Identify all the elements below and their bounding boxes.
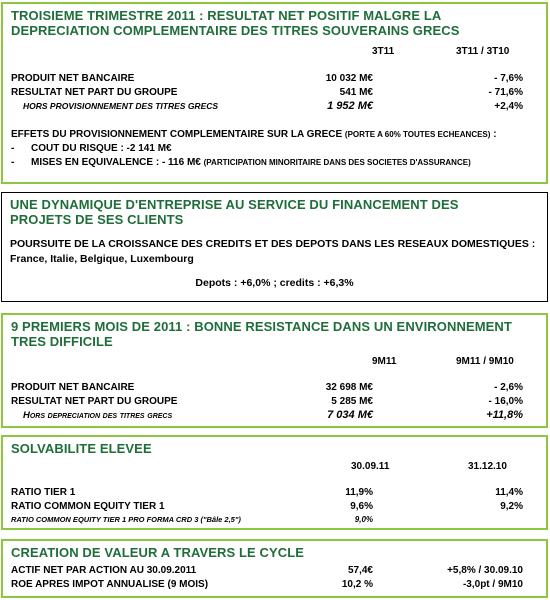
q3-header-row (11, 45, 538, 58)
q3-col2-header: 3T11 / 3T10 (456, 46, 510, 57)
table-row: RESULTAT NET PART DU GROUPE 541 M€ - 71,6% (11, 87, 523, 98)
val-title: CREATION DE VALEUR A TRAVERS LE CYCLE (11, 545, 305, 560)
q3-title (3, 4, 546, 38)
q3-title-line2: DEPRECIATION COMPLEMENTAIRE DES TITRES SOUVERAINS GRECS (11, 23, 460, 38)
dynamics-box (1, 192, 548, 302)
table-row: PRODUIT NET BANCAIRE 32 698 M€ - 2,6% (11, 382, 523, 393)
table-row: ACTIF NET PAR ACTION AU 30.09.2011 57,4€ +5,8% / 30.09.10 (11, 565, 523, 576)
q3-results-box (1, 2, 548, 184)
value-creation-box (1, 539, 548, 598)
solv-title: SOLVABILITE ELEVEE (11, 441, 152, 456)
nine-title: 9 PREMIERS MOIS DE 2011 : BONNE RESISTANCE DANS UN ENVIRONNEMENT TRES DIFFICILE (11, 319, 512, 349)
nine-months-box (1, 313, 548, 428)
table-row: Hors depreciation des titres grecs 7 034 M€ +11,8% (23, 409, 523, 421)
table-row: RESULTAT NET PART DU GROUPE 5 285 M€ - 16,0% (11, 396, 523, 407)
dyn-paragraph: POURSUITE DE LA CROISSANCE DES CREDITS ET DES DEPOTS DANS LES RESEAUX DOMESTIQUES : France, Italie, Belgique, Luxembourg (10, 238, 536, 265)
solv-header-row: 30.09.11 31.12.10 (351, 461, 507, 472)
table-row: RATIO TIER 1 11,9% 11,4% (11, 487, 523, 498)
nine-header-row: 9M11 9M11 / 9M10 (372, 356, 514, 367)
table-row: ROE APRES IMPOT ANNUALISE (9 MOIS) 10,2 % -3,0pt / 9M10 (11, 579, 523, 590)
solvency-box (1, 435, 548, 530)
table-row: PRODUIT NET BANCAIRE 10 032 M€ - 7,6% (11, 73, 523, 84)
dyn-title: UNE DYNAMIQUE D'ENTREPRISE AU SERVICE DU FINANCEMENT DES PROJETS DE SES CLIENTS (10, 197, 459, 227)
q3-effects-note: (PORTE A 60% TOUTES ECHEANCES) (344, 130, 491, 139)
table-row: RATIO COMMON EQUITY TIER 1 9,6% 9,2% (11, 501, 523, 512)
table-row: RATIO COMMON EQUITY TIER 1 PRO FORMA CRD 3 ("Bâle 2,5") 9,0% (11, 515, 373, 524)
q3-effects-line: EFFETS DU PROVISIONNEMENT COMPLEMENTAIRE SUR LA GRECE (PORTE A 60% TOUTES ECHEANCES) : (11, 129, 497, 140)
q3-title-line1: TROISIEME TRIMESTRE 2011 : RESULTAT NET POSITIF MALGRE LA (11, 8, 442, 23)
q3-col1-header: 3T11 (372, 46, 395, 57)
q3-bullet-equity: - MISES EN EQUIVALENCE : - 116 M€ (PARTICIPATION MINORITAIRE DANS DES SOCIETES D'ASSURANCE) (11, 157, 471, 168)
q3-effects-main: EFFETS DU PROVISIONNEMENT COMPLEMENTAIRE SUR LA GRECE (11, 129, 343, 140)
dyn-summary: Depots : +6,0% ; credits : +6,3% (195, 277, 354, 289)
table-row: HORS PROVISIONNEMENT DES TITRES GRECS 1 952 M€ +2,4% (23, 100, 523, 112)
q3-bullet-risk: - COUT DU RISQUE : -2 141 M€ (11, 143, 172, 154)
